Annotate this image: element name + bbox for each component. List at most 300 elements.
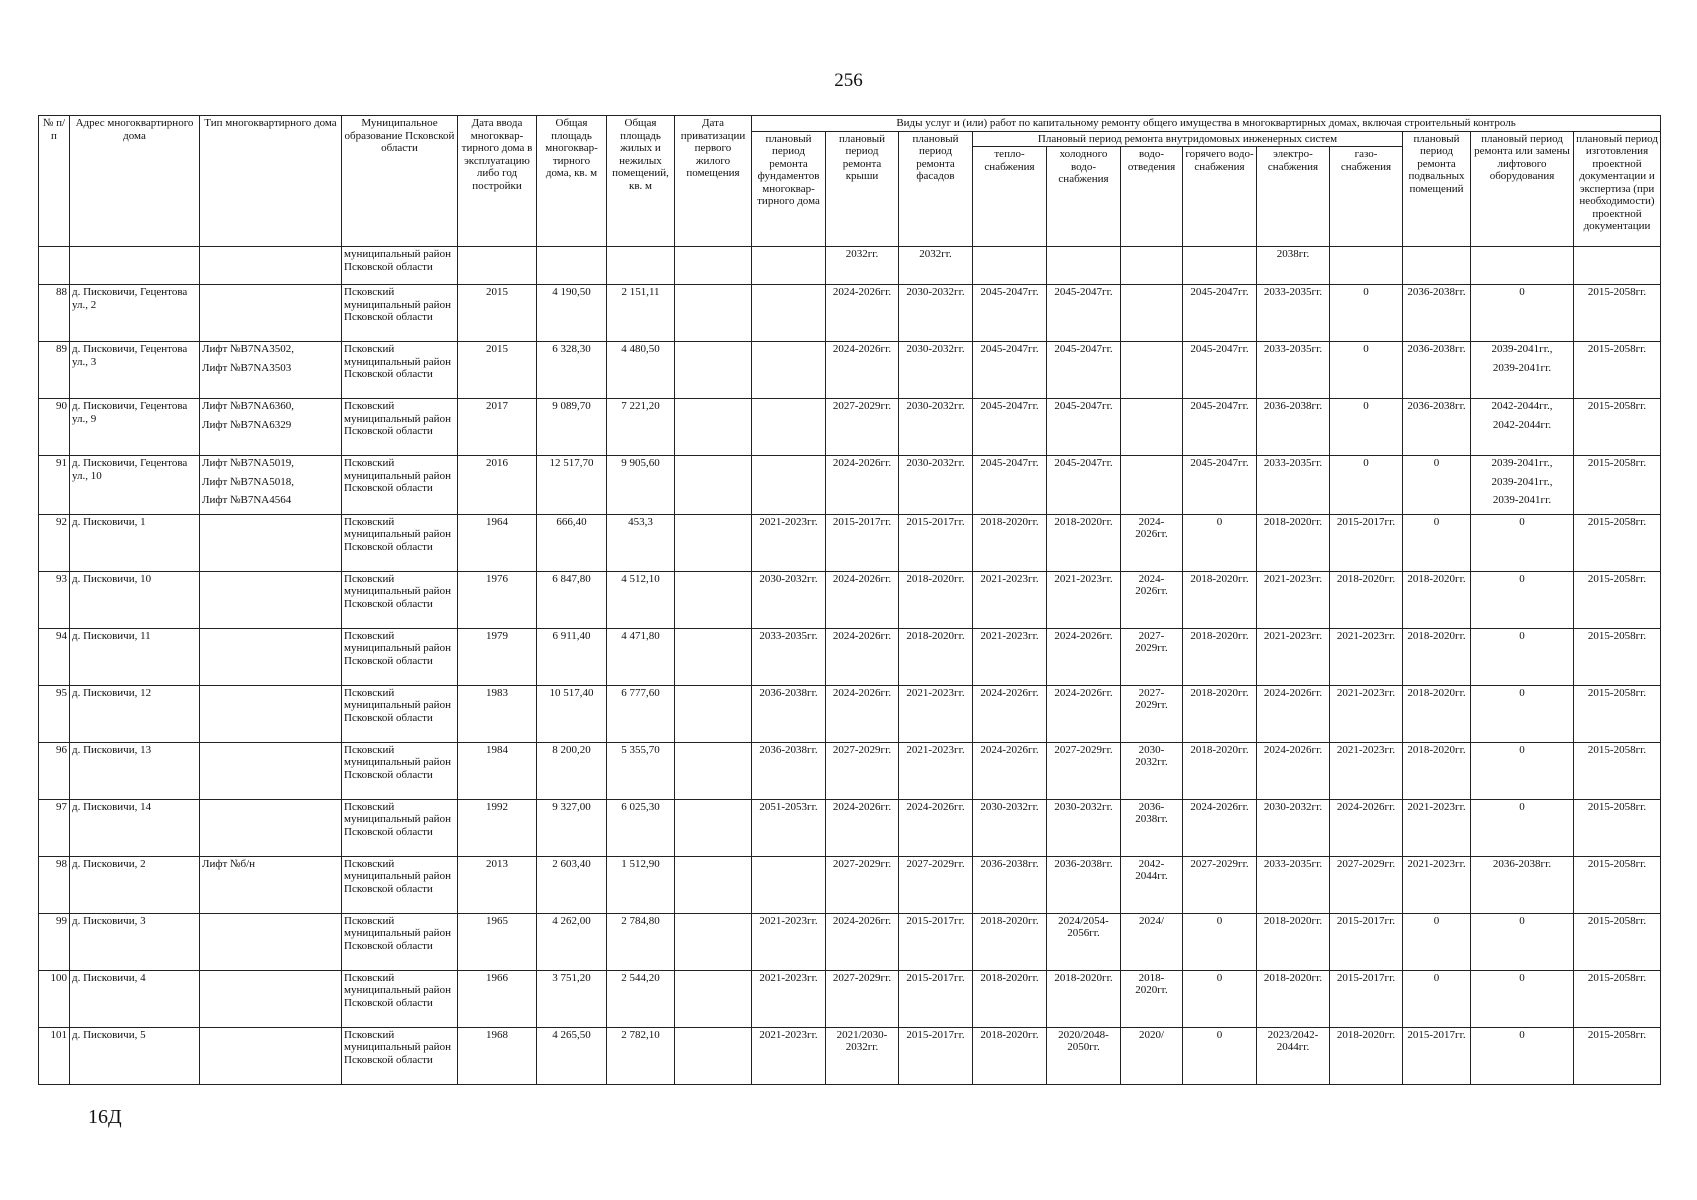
cell-foundation (752, 399, 826, 456)
cell-cold-water: 2027-2029гг. (1047, 742, 1121, 799)
cell-sewage: 2020/ (1121, 1027, 1183, 1084)
cell-hot-water: 2045-2047гг. (1183, 285, 1257, 342)
cell-basement: 2018-2020гг. (1403, 685, 1471, 742)
cell-roof: 2027-2029гг. (826, 742, 899, 799)
cell-num: 96 (39, 742, 70, 799)
cell-roof: 2027-2029гг. (826, 856, 899, 913)
cell-living-area (607, 247, 675, 285)
cell-total-area: 9 327,00 (537, 799, 607, 856)
cell-foundation (752, 285, 826, 342)
header-address: Адрес многоквартирного дома (70, 116, 200, 247)
header-basement: плановый период ремонта подвальных помещений (1403, 131, 1471, 247)
cell-total-area: 4 265,50 (537, 1027, 607, 1084)
cell-elevator (1471, 799, 1574, 856)
cell-num: 91 (39, 456, 70, 515)
cell-cold-water: 2045-2047гг. (1047, 399, 1121, 456)
cell-electric: 2038гг. (1257, 247, 1330, 285)
cell-municipality: Псковский муниципальный район Псковской области (342, 856, 458, 913)
cell-elevator (1471, 685, 1574, 742)
header-design: плановый период изготовления проектной документации и экспертиза (при необходимости) проектной документации (1574, 131, 1661, 247)
cell-gas: 2027-2029гг. (1330, 856, 1403, 913)
cell-privatization (675, 285, 752, 342)
cell-address: д. Писковичи, Гецентова ул., 2 (70, 285, 200, 342)
cell-num: 92 (39, 514, 70, 571)
cell-gas: 2021-2023гг. (1330, 628, 1403, 685)
cell-gas: 2015-2017гг. (1330, 913, 1403, 970)
cell-address (70, 247, 200, 285)
cell-facade: 2015-2017гг. (899, 970, 973, 1027)
cell-electric: 2018-2020гг. (1257, 514, 1330, 571)
table-row (39, 913, 1661, 970)
cell-design: 2015-2058гг. (1574, 571, 1661, 628)
elevator-period: 0 (1519, 515, 1525, 528)
cell-cold-water: 2020/2048-2050гг. (1047, 1027, 1121, 1084)
table-row (39, 970, 1661, 1027)
cell-total-area: 9 089,70 (537, 399, 607, 456)
cell-facade: 2024-2026гг. (899, 799, 973, 856)
cell-total-area: 8 200,20 (537, 742, 607, 799)
cell-type (200, 970, 342, 1027)
cell-municipality: Псковский муниципальный район Псковской области (342, 399, 458, 456)
cell-num: 100 (39, 970, 70, 1027)
elevator-period: 0 (1519, 629, 1525, 642)
cell-electric: 2023/2042-2044гг. (1257, 1027, 1330, 1084)
elevator-period: 2036-2038гг. (1492, 857, 1552, 870)
cell-total-area: 4 262,00 (537, 913, 607, 970)
cell-num: 93 (39, 571, 70, 628)
lift-entry: Лифт №B7NA3502, (202, 343, 295, 355)
cell-foundation: 2036-2038гг. (752, 685, 826, 742)
cell-address: д. Писковичи, 10 (70, 571, 200, 628)
cell-foundation (752, 247, 826, 285)
cell-type (200, 1027, 342, 1084)
table-row (39, 1027, 1661, 1084)
cell-heat: 2018-2020гг. (973, 1027, 1047, 1084)
cell-electric: 2033-2035гг. (1257, 456, 1330, 515)
cell-municipality: Псковский муниципальный район Псковской области (342, 285, 458, 342)
cell-sewage: 2042-2044гг. (1121, 856, 1183, 913)
cell-basement (1403, 247, 1471, 285)
table-row (39, 456, 1661, 515)
cell-elevator (1471, 856, 1574, 913)
cell-foundation: 2021-2023гг. (752, 913, 826, 970)
cell-municipality: Псковский муниципальный район Псковской области (342, 970, 458, 1027)
cell-hot-water: 0 (1183, 970, 1257, 1027)
cell-living-area: 7 221,20 (607, 399, 675, 456)
cell-num (39, 247, 70, 285)
header-living-area: Общая площадь жилых и нежилых помещений, кв. м (607, 116, 675, 247)
cell-foundation (752, 856, 826, 913)
cell-roof: 2024-2026гг. (826, 456, 899, 515)
cell-facade: 2018-2020гг. (899, 628, 973, 685)
cell-facade: 2018-2020гг. (899, 571, 973, 628)
cell-address: д. Писковичи, 5 (70, 1027, 200, 1084)
cell-address: д. Писковичи, 3 (70, 913, 200, 970)
cell-heat: 2024-2026гг. (973, 685, 1047, 742)
cell-type (200, 685, 342, 742)
header-elevator: плановый период ремонта или замены лифтового оборудования (1471, 131, 1574, 247)
cell-roof: 2024-2026гг. (826, 628, 899, 685)
cell-design: 2015-2058гг. (1574, 342, 1661, 399)
cell-design: 2015-2058гг. (1574, 970, 1661, 1027)
cell-living-area: 2 544,20 (607, 970, 675, 1027)
header-engineering-group: Плановый период ремонта внутридомовых инженерных систем (973, 131, 1403, 147)
cell-hot-water: 2045-2047гг. (1183, 399, 1257, 456)
cell-commission-date: 1964 (458, 514, 537, 571)
cell-electric: 2021-2023гг. (1257, 571, 1330, 628)
cell-design: 2015-2058гг. (1574, 399, 1661, 456)
cell-design: 2015-2058гг. (1574, 628, 1661, 685)
cell-num: 101 (39, 1027, 70, 1084)
cell-living-area: 9 905,60 (607, 456, 675, 515)
cell-hot-water: 2027-2029гг. (1183, 856, 1257, 913)
cell-num: 88 (39, 285, 70, 342)
cell-heat: 2024-2026гг. (973, 742, 1047, 799)
elevator-period: 0 (1519, 971, 1525, 984)
cell-cold-water: 2024-2026гг. (1047, 628, 1121, 685)
cell-heat (973, 247, 1047, 285)
cell-total-area: 6 328,30 (537, 342, 607, 399)
cell-electric: 2024-2026гг. (1257, 685, 1330, 742)
cell-municipality: Псковский муниципальный район Псковской области (342, 742, 458, 799)
cell-commission-date: 2017 (458, 399, 537, 456)
cell-type (200, 399, 342, 456)
cell-electric: 2024-2026гг. (1257, 742, 1330, 799)
cell-gas: 0 (1330, 285, 1403, 342)
cell-design: 2015-2058гг. (1574, 856, 1661, 913)
cell-municipality: муниципальный район Псковской области (342, 247, 458, 285)
cell-heat: 2036-2038гг. (973, 856, 1047, 913)
cell-municipality: Псковский муниципальный район Псковской области (342, 799, 458, 856)
cell-basement: 2018-2020гг. (1403, 742, 1471, 799)
cell-type (200, 856, 342, 913)
cell-living-area: 2 782,10 (607, 1027, 675, 1084)
cell-heat: 2021-2023гг. (973, 571, 1047, 628)
cell-sewage: 2030-2032гг. (1121, 742, 1183, 799)
cell-num: 94 (39, 628, 70, 685)
cell-gas (1330, 247, 1403, 285)
cell-num: 90 (39, 399, 70, 456)
cell-type (200, 514, 342, 571)
capital-repair-table (38, 115, 1661, 1085)
cell-basement: 2036-2038гг. (1403, 399, 1471, 456)
cell-gas: 0 (1330, 456, 1403, 515)
cell-design: 2015-2058гг. (1574, 456, 1661, 515)
elevator-period: 0 (1519, 800, 1525, 813)
cell-electric: 2018-2020гг. (1257, 913, 1330, 970)
cell-roof: 2024-2026гг. (826, 342, 899, 399)
elevator-period: 2039-2041гг., (1491, 343, 1553, 355)
cell-address: д. Писковичи, Гецентова ул., 3 (70, 342, 200, 399)
cell-municipality: Псковский муниципальный район Псковской области (342, 913, 458, 970)
cell-heat: 2045-2047гг. (973, 285, 1047, 342)
cell-basement: 2021-2023гг. (1403, 799, 1471, 856)
cell-commission-date: 1966 (458, 970, 537, 1027)
cell-heat: 2045-2047гг. (973, 456, 1047, 515)
cell-type (200, 913, 342, 970)
cell-roof: 2027-2029гг. (826, 399, 899, 456)
cell-design: 2015-2058гг. (1574, 1027, 1661, 1084)
cell-privatization (675, 628, 752, 685)
cell-facade: 2015-2017гг. (899, 514, 973, 571)
cell-cold-water: 2021-2023гг. (1047, 571, 1121, 628)
cell-num: 95 (39, 685, 70, 742)
cell-hot-water: 2045-2047гг. (1183, 342, 1257, 399)
cell-heat: 2030-2032гг. (973, 799, 1047, 856)
cell-sewage: 2024-2026гг. (1121, 571, 1183, 628)
cell-municipality: Псковский муниципальный район Псковской области (342, 456, 458, 515)
elevator-period: 0 (1519, 286, 1525, 298)
cell-hot-water: 2018-2020гг. (1183, 571, 1257, 628)
cell-type (200, 571, 342, 628)
cell-facade: 2030-2032гг. (899, 456, 973, 515)
cell-sewage: 2024/ (1121, 913, 1183, 970)
cell-type (200, 285, 342, 342)
cell-living-area: 6 025,30 (607, 799, 675, 856)
cell-hot-water: 2018-2020гг. (1183, 742, 1257, 799)
cell-commission-date: 1984 (458, 742, 537, 799)
cell-gas: 2015-2017гг. (1330, 970, 1403, 1027)
cell-total-area: 12 517,70 (537, 456, 607, 515)
cell-address: д. Писковичи, 14 (70, 799, 200, 856)
cell-commission-date: 1983 (458, 685, 537, 742)
cell-commission-date: 1965 (458, 913, 537, 970)
cell-gas: 2015-2017гг. (1330, 514, 1403, 571)
header-privatization-date: Дата приватизации первого жилого помещения (675, 116, 752, 247)
cell-privatization (675, 514, 752, 571)
cell-municipality: Псковский муниципальный район Псковской области (342, 628, 458, 685)
cell-commission-date (458, 247, 537, 285)
cell-privatization (675, 571, 752, 628)
cell-gas: 2018-2020гг. (1330, 1027, 1403, 1084)
table-row (39, 856, 1661, 913)
lift-entry: Лифт №B7NA4564 (202, 494, 292, 506)
cell-foundation: 2030-2032гг. (752, 571, 826, 628)
cell-sewage: 2024-2026гг. (1121, 514, 1183, 571)
cell-gas: 2021-2023гг. (1330, 742, 1403, 799)
elevator-period: 0 (1519, 743, 1525, 756)
cell-roof: 2027-2029гг. (826, 970, 899, 1027)
cell-facade: 2030-2032гг. (899, 399, 973, 456)
cell-living-area: 2 784,80 (607, 913, 675, 970)
cell-sewage (1121, 285, 1183, 342)
cell-foundation: 2021-2023гг. (752, 514, 826, 571)
cell-type (200, 799, 342, 856)
cell-facade: 2032гг. (899, 247, 973, 285)
footer-code: 16Д (88, 1106, 122, 1128)
cell-living-area: 4 480,50 (607, 342, 675, 399)
cell-electric: 2018-2020гг. (1257, 970, 1330, 1027)
cell-living-area: 5 355,70 (607, 742, 675, 799)
elevator-period: 0 (1519, 572, 1525, 585)
cell-facade: 2015-2017гг. (899, 913, 973, 970)
cell-elevator (1471, 247, 1574, 285)
elevator-period: 2042-2044гг., (1491, 400, 1553, 412)
cell-facade: 2030-2032гг. (899, 342, 973, 399)
header-cold-water: холодного водо-снабжения (1047, 147, 1121, 247)
cell-facade: 2027-2029гг. (899, 856, 973, 913)
table-row (39, 514, 1661, 571)
cell-address: д. Писковичи, 13 (70, 742, 200, 799)
cell-cold-water: 2018-2020гг. (1047, 514, 1121, 571)
cell-heat: 2045-2047гг. (973, 342, 1047, 399)
cell-elevator (1471, 571, 1574, 628)
cell-basement: 0 (1403, 514, 1471, 571)
elevator-period: 2039-2041гг., (1491, 457, 1553, 469)
header-electric: электро-снабжения (1257, 147, 1330, 247)
cell-num: 97 (39, 799, 70, 856)
cell-sewage: 2036-2038гг. (1121, 799, 1183, 856)
elevator-period: 2039-2041гг. (1492, 494, 1552, 506)
cell-cold-water: 2045-2047гг. (1047, 456, 1121, 515)
elevator-period: 0 (1519, 914, 1525, 927)
cell-electric: 2033-2035гг. (1257, 342, 1330, 399)
elevator-period: 0 (1519, 686, 1525, 699)
table-row (39, 685, 1661, 742)
cell-municipality: Псковский муниципальный район Псковской области (342, 685, 458, 742)
cell-cold-water: 2045-2047гг. (1047, 342, 1121, 399)
table-row (39, 571, 1661, 628)
cell-privatization (675, 399, 752, 456)
cell-address: д. Писковичи, 11 (70, 628, 200, 685)
header-services-group: Виды услуг и (или) работ по капитальному ремонту общего имущества в многоквартирных домах, включая строительный контроль (752, 116, 1661, 132)
cell-cold-water: 2024-2026гг. (1047, 685, 1121, 742)
cell-elevator (1471, 514, 1574, 571)
cell-basement: 2018-2020гг. (1403, 628, 1471, 685)
cell-elevator (1471, 742, 1574, 799)
cell-privatization (675, 856, 752, 913)
cell-roof: 2024-2026гг. (826, 571, 899, 628)
cell-basement: 2021-2023гг. (1403, 856, 1471, 913)
cell-hot-water: 2018-2020гг. (1183, 685, 1257, 742)
table-row (39, 399, 1661, 456)
cell-elevator (1471, 970, 1574, 1027)
cell-privatization (675, 970, 752, 1027)
lift-entry: Лифт №B7NA5018, (202, 475, 295, 488)
header-num: № п/п (39, 116, 70, 247)
cell-cold-water: 2024/2054-2056гг. (1047, 913, 1121, 970)
cell-elevator (1471, 399, 1574, 456)
table-row (39, 285, 1661, 342)
cell-roof: 2024-2026гг. (826, 799, 899, 856)
cell-design: 2015-2058гг. (1574, 913, 1661, 970)
cell-address: д. Писковичи, 4 (70, 970, 200, 1027)
cell-municipality: Псковский муниципальный район Псковской области (342, 342, 458, 399)
cell-design: 2015-2058гг. (1574, 685, 1661, 742)
cell-living-area: 453,3 (607, 514, 675, 571)
cell-hot-water (1183, 247, 1257, 285)
cell-roof: 2024-2026гг. (826, 285, 899, 342)
cell-basement: 0 (1403, 913, 1471, 970)
cell-total-area: 2 603,40 (537, 856, 607, 913)
cell-cold-water: 2036-2038гг. (1047, 856, 1121, 913)
cell-design: 2015-2058гг. (1574, 514, 1661, 571)
cell-elevator (1471, 628, 1574, 685)
cell-heat: 2045-2047гг. (973, 399, 1047, 456)
cell-address: д. Писковичи, 1 (70, 514, 200, 571)
cell-num: 99 (39, 913, 70, 970)
cell-roof: 2024-2026гг. (826, 685, 899, 742)
table-row (39, 342, 1661, 399)
cell-total-area (537, 247, 607, 285)
cell-design: 2015-2058гг. (1574, 799, 1661, 856)
cell-commission-date: 1992 (458, 799, 537, 856)
elevator-period: 0 (1519, 1028, 1525, 1041)
header-type: Тип многоквартирного дома (200, 116, 342, 247)
cell-gas: 2018-2020гг. (1330, 571, 1403, 628)
table-row (39, 742, 1661, 799)
cell-commission-date: 1976 (458, 571, 537, 628)
cell-design: 2015-2058гг. (1574, 742, 1661, 799)
cell-living-area: 4 512,10 (607, 571, 675, 628)
cell-gas: 0 (1330, 342, 1403, 399)
cell-commission-date: 1979 (458, 628, 537, 685)
cell-foundation (752, 342, 826, 399)
cell-cold-water: 2018-2020гг. (1047, 970, 1121, 1027)
cell-total-area: 6 911,40 (537, 628, 607, 685)
elevator-period: 2039-2041гг., (1491, 475, 1553, 488)
header-facade: плановый период ремонта фасадов (899, 131, 973, 247)
cell-gas: 0 (1330, 399, 1403, 456)
cell-elevator (1471, 913, 1574, 970)
cell-heat: 2018-2020гг. (973, 970, 1047, 1027)
cell-municipality: Псковский муниципальный район Псковской области (342, 1027, 458, 1084)
lift-entry: Лифт №б/н (202, 857, 256, 870)
cell-facade: 2021-2023гг. (899, 742, 973, 799)
cell-roof: 2024-2026гг. (826, 913, 899, 970)
cell-heat: 2018-2020гг. (973, 514, 1047, 571)
cell-hot-water: 2045-2047гг. (1183, 456, 1257, 515)
cell-address: д. Писковичи, 12 (70, 685, 200, 742)
cell-living-area: 4 471,80 (607, 628, 675, 685)
cell-num: 98 (39, 856, 70, 913)
lift-entry: Лифт №B7NA5019, (202, 457, 295, 469)
cell-foundation: 2051-2053гг. (752, 799, 826, 856)
cell-hot-water: 0 (1183, 1027, 1257, 1084)
cell-commission-date: 2013 (458, 856, 537, 913)
cell-electric: 2030-2032гг. (1257, 799, 1330, 856)
cell-commission-date: 1968 (458, 1027, 537, 1084)
cell-privatization (675, 913, 752, 970)
cell-basement: 0 (1403, 970, 1471, 1027)
header-heat: тепло-снабжения (973, 147, 1047, 247)
cell-commission-date: 2016 (458, 456, 537, 515)
cell-living-area: 2 151,11 (607, 285, 675, 342)
cell-hot-water: 0 (1183, 913, 1257, 970)
table-body (39, 247, 1661, 1085)
cell-design (1574, 247, 1661, 285)
header-gas: газо-снабжения (1330, 147, 1403, 247)
lift-entry: Лифт №B7NA6329 (202, 418, 292, 431)
cell-sewage: 2027-2029гг. (1121, 628, 1183, 685)
cell-total-area: 4 190,50 (537, 285, 607, 342)
cell-basement: 0 (1403, 456, 1471, 515)
cell-roof: 2021/2030-2032гг. (826, 1027, 899, 1084)
cell-foundation: 2021-2023гг. (752, 1027, 826, 1084)
cell-privatization (675, 456, 752, 515)
header-hot-water: горячего водо-снабжения (1183, 147, 1257, 247)
cell-living-area: 1 512,90 (607, 856, 675, 913)
cell-foundation: 2021-2023гг. (752, 970, 826, 1027)
header-municipality: Муниципальное образование Псковской области (342, 116, 458, 247)
cell-sewage: 2027-2029гг. (1121, 685, 1183, 742)
cell-elevator (1471, 456, 1574, 515)
cell-type (200, 742, 342, 799)
cell-gas: 2021-2023гг. (1330, 685, 1403, 742)
cell-privatization (675, 685, 752, 742)
cell-municipality: Псковский муниципальный район Псковской области (342, 514, 458, 571)
cell-address: д. Писковичи, Гецентова ул., 10 (70, 456, 200, 515)
